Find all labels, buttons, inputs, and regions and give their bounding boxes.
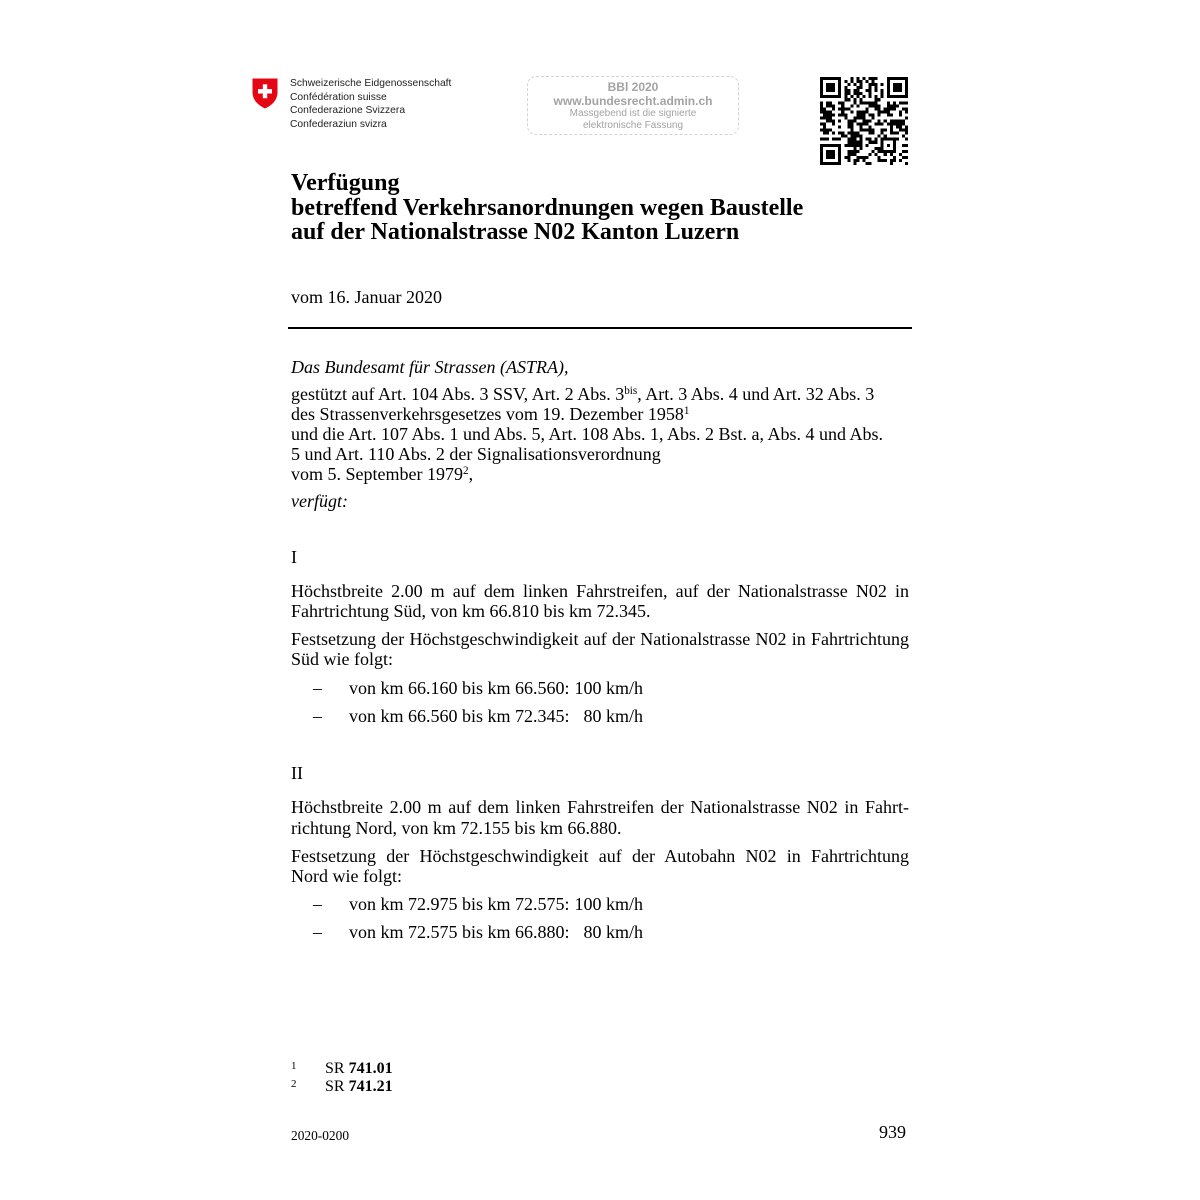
qr-module-run — [875, 123, 884, 126]
qr-module-run — [844, 95, 847, 98]
qr-module-run — [896, 126, 902, 129]
qr-module-run — [859, 98, 862, 101]
footnote-code: 741.21 — [348, 1078, 393, 1095]
qr-module-run — [859, 101, 877, 104]
decree-phrase: verfügt: — [291, 491, 348, 511]
qr-module-run — [844, 92, 850, 95]
qr-module-run — [850, 104, 853, 107]
qr-module-run — [850, 77, 853, 80]
qr-module-run — [838, 159, 841, 162]
qr-module-run — [905, 89, 908, 92]
qr-module-run — [862, 119, 871, 122]
document-date: vom 16. Januar 2020 — [291, 287, 442, 307]
list-dash: – — [313, 678, 322, 698]
qr-module-run — [838, 92, 841, 95]
qr-module-run — [820, 107, 826, 110]
qr-module-run — [893, 141, 896, 144]
qr-module-run — [869, 132, 875, 135]
qr-module-run — [875, 138, 878, 141]
qr-module-run — [875, 89, 878, 92]
federal-name-german: Schweizerische Eidgenossenschaft — [290, 78, 452, 89]
federal-name-italian: Confederazione Svizzera — [290, 105, 406, 116]
qr-module-run — [902, 144, 908, 147]
paragraph-line: Fahrtrichtung Süd, von km 66.810 bis km 72.345. — [291, 601, 651, 621]
qr-module-run — [887, 123, 905, 126]
qr-module-run — [841, 110, 844, 113]
footnote-prefix: SR — [325, 1078, 345, 1095]
logo-cross-horizontal — [258, 89, 272, 93]
qr-module-run — [887, 92, 890, 95]
title-line: Verfügung — [291, 170, 400, 196]
document-number: 2020-0200 — [291, 1128, 350, 1143]
qr-module-run — [820, 129, 832, 132]
qr-module-run — [890, 153, 893, 156]
qr-module-run — [881, 129, 887, 132]
qr-module-run — [847, 153, 856, 156]
legal-basis-line — [291, 384, 909, 404]
paragraph-line: Nord wie folgt: — [291, 866, 402, 886]
qr-module-run — [881, 83, 884, 86]
legal-basis-text: , Art. 3 Abs. 4 und Art. 32 Abs. 3 — [637, 384, 875, 404]
qr-module-run — [838, 83, 841, 86]
list-dash: – — [313, 922, 322, 942]
qr-module-run — [820, 89, 823, 92]
qr-module-run — [862, 77, 865, 80]
title-line: betreffend Verkehrsanordnungen wegen Baustelle — [291, 194, 804, 221]
qr-module-run — [881, 89, 884, 92]
qr-module-run — [820, 150, 823, 153]
stamp-website: www.bundesrecht.admin.ch — [553, 94, 713, 108]
qr-module-run — [902, 107, 908, 110]
qr-module-run — [887, 104, 899, 107]
qr-module-run — [884, 107, 896, 110]
qr-module-run — [856, 80, 862, 83]
qr-module-run — [820, 92, 823, 95]
qr-module-run — [856, 110, 868, 113]
qr-module-run — [859, 83, 862, 86]
stamp-note-line: Massgebend ist die signierte — [569, 108, 697, 119]
footnote-number: 1 — [291, 1060, 297, 1072]
qr-module-run — [820, 156, 823, 159]
speed-limit-range: von km 72.575 bis km 66.880: — [349, 922, 570, 942]
qr-module-run — [838, 153, 841, 156]
qr-module-run — [838, 80, 841, 83]
qr-module-run — [823, 126, 826, 129]
swiss-cross-shield-icon — [252, 78, 278, 109]
qr-module-run — [878, 159, 887, 162]
qr-module-run — [881, 132, 884, 135]
qr-module-run — [844, 144, 862, 147]
qr-module-run — [826, 101, 832, 104]
federal-name-romansh: Confederaziun svizra — [290, 118, 387, 130]
qr-module-run — [869, 153, 872, 156]
qr-module-run — [884, 153, 887, 156]
qr-module-run — [847, 138, 856, 141]
footnote — [291, 1060, 591, 1078]
qr-module-run — [881, 92, 884, 95]
qr-module-run — [853, 92, 862, 95]
federal-name-french: Confédération suisse — [290, 91, 387, 103]
speed-limit-range: von km 66.560 bis km 72.345: — [349, 706, 570, 726]
qr-module-run — [878, 150, 896, 153]
qr-module-run — [884, 135, 887, 138]
qr-module-run — [847, 150, 859, 153]
qr-module-run — [820, 138, 829, 141]
qr-module-run — [850, 80, 853, 83]
qr-module-run — [887, 86, 890, 89]
legal-basis-line — [291, 464, 909, 484]
qr-module-run — [844, 116, 847, 119]
qr-module-run — [875, 153, 878, 156]
stamp-note-line: elektronische Fassung — [582, 120, 684, 131]
qr-module-run — [838, 107, 850, 110]
qr-module-run — [847, 83, 850, 86]
qr-module-run — [844, 86, 847, 89]
qr-module-run — [881, 95, 884, 98]
publication-stamp — [527, 76, 739, 135]
qr-module-run — [856, 123, 868, 126]
qr-module-run — [893, 89, 902, 92]
qr-module-run — [850, 95, 853, 98]
qr-module-run — [853, 101, 856, 104]
qr-module-run — [823, 113, 835, 116]
qr-module-run — [844, 80, 847, 83]
title-line: auf der Nationalstrasse N02 Kanton Luzern — [291, 219, 740, 245]
qr-module-run — [853, 147, 856, 150]
qr-module-run — [853, 83, 856, 86]
qr-module-run — [850, 135, 862, 138]
qr-module-run — [853, 98, 856, 101]
qr-module-run — [887, 83, 890, 86]
qr-module-run — [820, 95, 841, 98]
qr-module-run — [875, 86, 878, 89]
qr-module-run — [887, 95, 908, 98]
qr-module-run — [905, 162, 908, 165]
qr-module-run — [893, 101, 896, 104]
speed-limit-value: 80 km/h — [583, 706, 643, 726]
title-divider — [288, 327, 912, 329]
qr-module-run — [856, 113, 865, 116]
qr-module-run — [820, 101, 823, 104]
qr-code — [820, 77, 908, 165]
speed-limit-value: 80 km/h — [583, 922, 643, 942]
qr-module-run — [887, 89, 890, 92]
qr-module-run — [881, 138, 899, 141]
qr-module-run — [832, 107, 835, 110]
footnote-text — [325, 1078, 393, 1096]
paragraph-line: Festsetzung der Höchstgeschwindigkeit auf der Nationalstrasse N02 in Fahrtrichtung — [291, 629, 909, 649]
list-dash: – — [313, 894, 322, 914]
qr-module-run — [866, 89, 872, 92]
page-number: 939 — [879, 1122, 906, 1142]
qr-module-run — [820, 77, 841, 80]
qr-module-run — [905, 132, 908, 135]
qr-module-run — [847, 123, 853, 126]
qr-module-run — [847, 159, 850, 162]
qr-module-run — [872, 116, 875, 119]
qr-module-run — [872, 150, 875, 153]
qr-module-run — [838, 132, 844, 135]
qr-module-run — [826, 86, 835, 89]
qr-module-run — [847, 126, 853, 129]
qr-module-run — [853, 162, 856, 165]
qr-module-run — [820, 83, 823, 86]
qr-module-run — [838, 113, 847, 116]
qr-module-run — [841, 104, 844, 107]
qr-module-run — [902, 156, 908, 159]
qr-module-run — [887, 77, 908, 80]
qr-module-run — [875, 107, 881, 110]
qr-module-run — [838, 101, 844, 104]
qr-module-run — [893, 156, 896, 159]
qr-module-run — [905, 92, 908, 95]
legal-basis-text: , — [468, 464, 474, 484]
qr-module-run — [881, 144, 884, 147]
qr-module-run — [905, 110, 908, 113]
paragraph-line: Höchstbreite 2.00 m auf dem linken Fahrstreifen, auf der Nationalstrasse N02 in — [291, 581, 909, 601]
qr-module-run — [899, 153, 902, 156]
qr-module-run — [869, 86, 872, 89]
stamp-edition: BBl 2020 — [607, 80, 659, 94]
paragraph-line: Süd wie folgt: — [291, 649, 393, 669]
qr-module-run — [856, 95, 859, 98]
qr-module-run — [869, 141, 878, 144]
qr-module-run — [878, 135, 881, 138]
qr-module-run — [853, 116, 865, 119]
qr-module-run — [838, 150, 841, 153]
qr-module-run — [866, 107, 869, 110]
footnote-reference: 1 — [683, 404, 690, 417]
qr-module-run — [820, 147, 823, 150]
document-title — [291, 171, 803, 245]
footnote-code: 741.01 — [348, 1060, 393, 1077]
qr-module-run — [844, 98, 850, 101]
qr-module-run — [869, 92, 872, 95]
qr-module-run — [820, 116, 832, 119]
qr-module-run — [859, 138, 862, 141]
footnote — [291, 1078, 591, 1096]
section-numeral: I — [291, 547, 297, 567]
speed-limit-range: von km 72.975 bis km 72.575: — [349, 894, 570, 914]
section-numeral: II — [291, 763, 303, 783]
qr-module-run — [832, 123, 835, 126]
qr-module-run — [862, 95, 865, 98]
qr-module-run — [838, 86, 841, 89]
qr-module-run — [872, 80, 875, 83]
superscript: bis — [624, 384, 638, 397]
qr-module-run — [862, 159, 865, 162]
qr-module-run — [890, 129, 893, 132]
qr-module-run — [847, 119, 856, 122]
footnote-prefix: SR — [325, 1060, 345, 1077]
qr-module-run — [823, 132, 829, 135]
qr-module-run — [832, 132, 835, 135]
qr-module-run — [878, 110, 890, 113]
qr-module-run — [887, 80, 890, 83]
qr-module-run — [875, 95, 878, 98]
qr-module-run — [820, 162, 841, 165]
speed-limit-value: 100 km/h — [574, 894, 643, 914]
qr-module-run — [820, 123, 826, 126]
speed-limit-item — [291, 922, 909, 942]
qr-module-run — [890, 159, 896, 162]
qr-module-run — [884, 119, 887, 122]
qr-module-run — [878, 113, 881, 116]
qr-module-run — [838, 89, 841, 92]
qr-module-run — [838, 147, 841, 150]
legal-basis-line: 5 und Art. 110 Abs. 2 der Signalisationsverordnung — [291, 444, 661, 464]
qr-module-run — [869, 126, 872, 129]
qr-module-run — [890, 119, 905, 122]
qr-module-run — [866, 144, 869, 147]
qr-module-run — [875, 147, 884, 150]
qr-module-run — [890, 132, 899, 135]
qr-module-run — [820, 110, 832, 113]
issuing-authority: Das Bundesamt für Strassen (ASTRA), — [291, 357, 569, 377]
qr-module-run — [905, 116, 908, 119]
qr-module-run — [826, 153, 835, 156]
qr-module-run — [890, 162, 893, 165]
qr-module-run — [838, 156, 841, 159]
qr-module-run — [893, 147, 896, 150]
qr-module-run — [856, 77, 859, 80]
qr-module-run — [820, 153, 823, 156]
qr-module-run — [859, 126, 862, 129]
qr-module-run — [820, 144, 841, 147]
qr-module-run — [866, 80, 869, 83]
qr-module-run — [850, 129, 853, 132]
qr-module-run — [832, 138, 841, 141]
speed-limit-item — [291, 678, 909, 698]
qr-module-run — [853, 159, 859, 162]
qr-module-run — [905, 86, 908, 89]
legal-basis-line — [291, 404, 909, 424]
qr-module-run — [847, 132, 859, 135]
qr-module-run — [869, 77, 878, 80]
federal-administration-names — [290, 77, 451, 131]
qr-module-run — [902, 135, 905, 138]
qr-module-run — [826, 89, 835, 92]
qr-module-run — [826, 150, 835, 153]
qr-module-run — [869, 104, 881, 107]
paragraph-line: Höchstbreite 2.00 m auf dem linken Fahrstreifen der Nationalstrasse N02 in Fahrt- — [291, 797, 909, 817]
speed-limit-item — [291, 706, 909, 726]
qr-module-run — [899, 113, 902, 116]
legal-basis-text: gestützt auf Art. 104 Abs. 3 SSV, Art. 2 Abs. 3 — [291, 384, 625, 404]
qr-module-run — [844, 89, 850, 92]
speed-limit-item — [291, 894, 909, 914]
qr-module-run — [878, 119, 881, 122]
qr-module-run — [899, 159, 902, 162]
qr-module-run — [820, 80, 823, 83]
qr-module-run — [866, 138, 872, 141]
qr-module-run — [887, 113, 893, 116]
qr-module-run — [902, 150, 908, 153]
qr-module-run — [869, 95, 872, 98]
qr-module-run — [866, 162, 872, 165]
qr-module-run — [859, 147, 862, 150]
qr-module-run — [826, 119, 835, 122]
qr-module-run — [826, 83, 835, 86]
qr-module-run — [838, 119, 841, 122]
qr-module-run — [859, 129, 874, 132]
qr-module-run — [881, 141, 884, 144]
list-dash: – — [313, 706, 322, 726]
footnote-text — [325, 1060, 393, 1078]
footnote-number: 2 — [291, 1078, 297, 1090]
qr-module-run — [869, 83, 878, 86]
paragraph-line: Festsetzung der Höchstgeschwindigkeit auf der Autobahn N02 in Fahrtrichtung — [291, 846, 909, 866]
legal-basis-text: vom 5. September 1979 — [291, 464, 463, 484]
legal-basis-line: und die Art. 107 Abs. 1 und Abs. 5, Art. 108 Abs. 1, Abs. 2 Bst. a, Abs. 4 und Abs. — [291, 424, 884, 444]
qr-module-run — [869, 113, 875, 116]
qr-module-run — [887, 101, 890, 104]
qr-module-run — [820, 104, 823, 107]
qr-module-run — [844, 156, 850, 159]
qr-module-run — [838, 126, 841, 129]
qr-module-run — [905, 83, 908, 86]
qr-module-run — [893, 83, 902, 86]
qr-module-run — [856, 86, 862, 89]
qr-module-run — [853, 89, 859, 92]
legal-basis-text: des Strassenverkehrsgesetzes vom 19. Dezember 1958 — [291, 404, 684, 424]
qr-module-run — [890, 126, 893, 129]
qr-module-run — [820, 159, 823, 162]
qr-module-run — [893, 86, 902, 89]
footnote-reference: 2 — [462, 464, 469, 477]
qr-module-run — [905, 80, 908, 83]
qr-module-run — [850, 110, 853, 113]
qr-module-run — [899, 129, 908, 132]
qr-module-run — [905, 126, 908, 129]
qr-module-run — [905, 138, 908, 141]
speed-limit-value: 100 km/h — [574, 678, 643, 698]
speed-limit-range: von km 66.160 bis km 66.560: — [349, 678, 570, 698]
qr-module-run — [856, 104, 859, 107]
qr-module-run — [899, 110, 902, 113]
qr-module-run — [899, 101, 908, 104]
qr-module-run — [820, 86, 823, 89]
qr-module-run — [878, 156, 881, 159]
qr-module-run — [893, 144, 896, 147]
qr-module-run — [841, 135, 847, 138]
qr-module-run — [856, 156, 868, 159]
qr-module-run — [887, 144, 890, 147]
qr-module-run — [875, 98, 881, 101]
paragraph-line: richtung Nord, von km 72.155 bis km 66.880. — [291, 818, 622, 838]
qr-module-run — [826, 104, 835, 107]
qr-module-run — [847, 141, 862, 144]
qr-module-run — [826, 156, 835, 159]
